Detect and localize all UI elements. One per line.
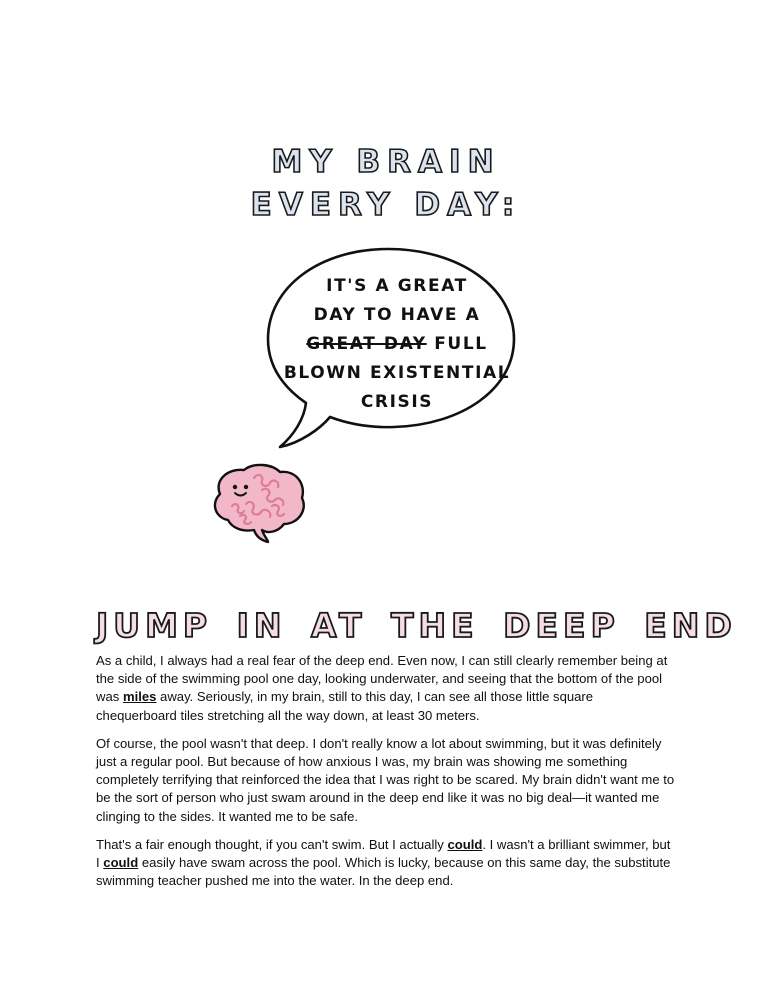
bubble-line-2: DAY TO HAVE A [313, 305, 481, 325]
bubble-line-4: BLOWN EXISTENTIAL [283, 363, 511, 383]
paragraph-3-part-3: easily have swam across the pool. Which is lucky, because on this same day, the substitute swimming teacher pushed me into the water. In the deep end. [96, 855, 671, 889]
struck-out-text: GREAT DAY [306, 334, 427, 354]
body-text [96, 652, 676, 900]
paragraph-3 [96, 836, 676, 891]
bubble-line-5: CRISIS [360, 392, 434, 412]
paragraph-2: Of course, the pool wasn't that deep. I don't really know a lot about swimming, but it was definitely just a regular pool. But because of how anxious I was, my brain was showing me something completely terrifying that reinforced the idea that I was right to be scared. My brain didn't want me to be the sort of person who just swam around in the deep end like it was no big deal—it wanted me clinging to the sides. It wanted me to be safe. [96, 735, 675, 824]
emphasis-could-2: could [103, 855, 139, 871]
paragraph-1-before: As a child, I always had a real fear of the deep end. Even now, I can still clearly remember being at the side of the swimming pool one day, looking underwater, and seeing that the bottom of the pool was [96, 653, 668, 705]
bubble-line-3 [272, 330, 522, 359]
bubble-line-3-rest: FULL [434, 334, 488, 354]
smiling-brain-icon [206, 460, 310, 544]
paragraph-1-after: away. Seriously, in my brain, still to this day, I can see all those little square chequerboard tiles stretching all the way down, at least 30 meters. [96, 689, 594, 723]
paragraph-3-part-1: That's a fair enough thought, if you can't swim. But I actually [96, 836, 448, 852]
emphasis-miles: miles [122, 689, 157, 705]
doodle-title-line-1: MY BRAIN [271, 144, 501, 180]
doodle-title-line-2: EVERY DAY: [250, 187, 522, 223]
speech-bubble-text [272, 272, 522, 417]
emphasis-could-1: could [447, 836, 483, 852]
bubble-line-1: IT'S A GREAT [326, 276, 468, 296]
paragraph-1 [96, 652, 676, 725]
paragraph-3-part-2: . I wasn't a brilliant swimmer, but I [96, 836, 671, 871]
section-heading: JUMP IN AT THE DEEP END [96, 606, 737, 645]
